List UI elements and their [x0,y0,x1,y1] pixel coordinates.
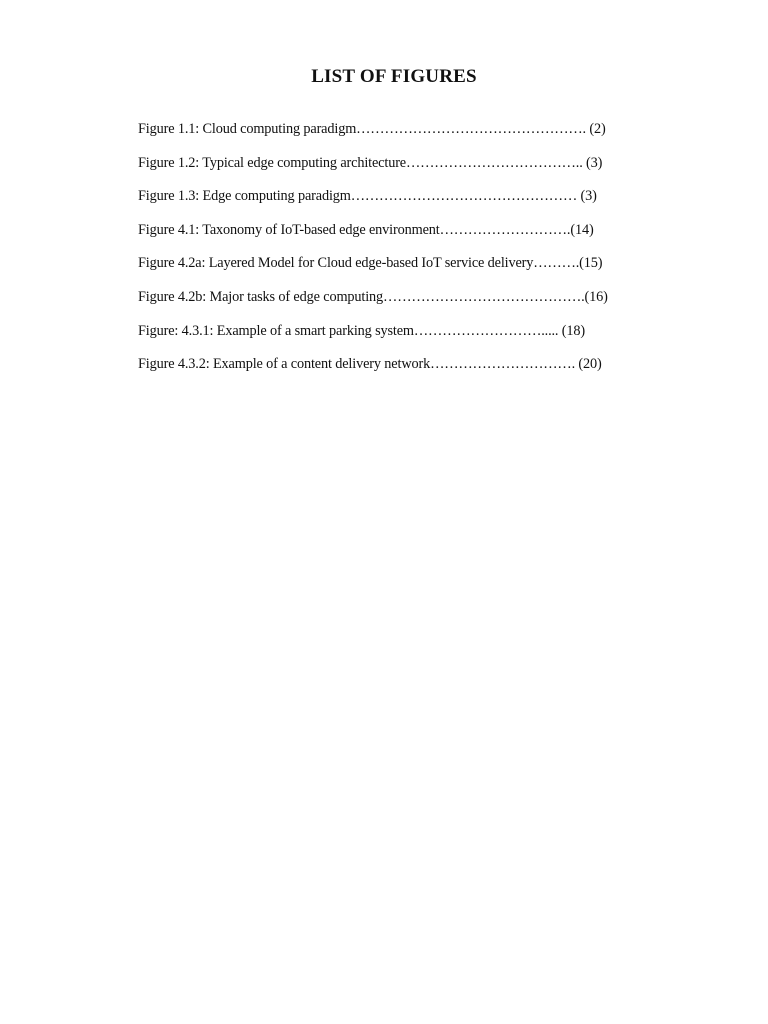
figure-entry: Figure 1.1: Cloud computing paradigm…………………………………………. (2) [138,121,606,137]
figure-entry: Figure 1.3: Edge computing paradigm………………………………………… (3) [138,188,597,205]
figure-entry: Figure 4.1: Taxonomy of IoT-based edge environment……………………….(14) [138,221,594,238]
figure-entry: Figure 4.2b: Major tasks of edge computing…………………………………….(16) [138,288,608,305]
figure-entry: Figure 1.2: Typical edge computing architecture……………………………….. (3) [138,154,603,171]
figure-entry: Figure 4.3.2: Example of a content delivery network…………………………. (20) [138,356,602,373]
figure-entry: Figure: 4.3.1: Example of a smart parking system………………………..... (18) [138,322,585,339]
figure-list [138,119,638,388]
page-title: LIST OF FIGURES [311,66,477,87]
figure-entry: Figure 4.2a: Layered Model for Cloud edge-based IoT service delivery……….(15) [138,255,603,272]
